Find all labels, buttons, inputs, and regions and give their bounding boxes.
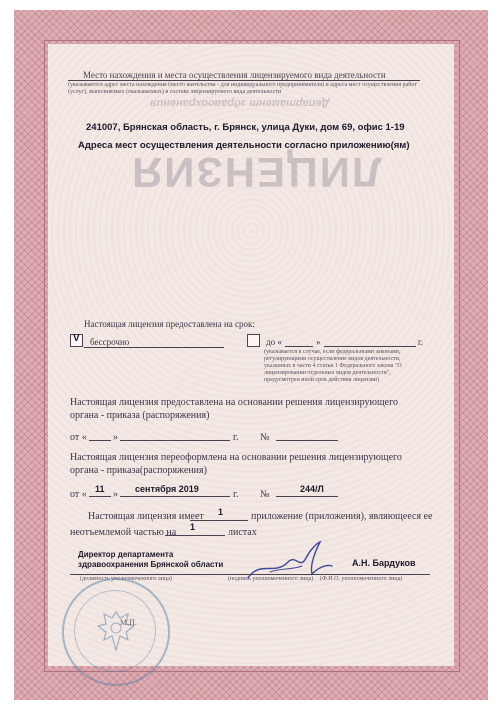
appendix-count-2: 1 [190,522,196,532]
basis-from: от « [70,432,87,443]
caption-name: (Ф.И.О. уполномоченного лица) [320,576,403,582]
unlimited-label: бессрочно [90,337,130,347]
reissue-day-line [89,496,111,497]
basis-year: г. [233,432,239,443]
background-text-department: Департамент здравоохранения [150,97,330,109]
basis-close: » [113,432,118,443]
double-eagle-icon [94,606,138,656]
reissue-text-2: органа - приказа(распоряжения) [70,465,207,476]
appendix-text-3: неотъемлемой частью на [70,527,177,538]
appendix-count-2-line [165,535,225,536]
reissue-number-line [276,496,338,497]
basis-date-line [120,440,230,441]
until-checkbox [247,334,260,347]
background-text-license: ЛИЦЕНЗИЯ [130,149,382,196]
reissue-day: 11 [95,484,105,494]
appendix-count-1: 1 [218,507,224,517]
header-note: (указываются адрес места нахождения (место жительства - для индивидуального предпринимателя) и адреса мест осуществления работ (услуг), выполняемых (оказываемых) в составе лицензируемого вида деятельности [68,82,417,95]
handwritten-signature [240,540,340,585]
stamp-place-label: М.П. [120,618,137,627]
until-suffix: г. [418,337,423,347]
address-line-2: Адреса мест осуществления деятельности согласно приложению(ям) [78,140,410,151]
basis-text-1: Настоящая лицензия предоставлена на основании решения лицензирующего [70,397,398,408]
signer-name: А.Н. Бардуков [352,558,416,568]
unlimited-underline [84,347,224,348]
basis-number-label: № [260,432,270,443]
check-mark: V [73,333,80,344]
appendix-text-2: приложение (приложения), являющееся ее [251,511,433,522]
basis-text-2: органа - приказа (распоряжения) [70,410,210,421]
reissue-text-1: Настоящая лицензия переоформлена на основании решения лицензирующего [70,452,402,463]
address-line-1: 241007, Брянская область, г. Брянск, улица Дуки, дом 69, офис 1-19 [86,122,405,133]
reissue-year: г. [233,489,239,500]
reissue-close: » [113,489,118,500]
caption-signature: (подпись уполномоченного лица) [228,576,314,582]
until-day-line [285,346,313,347]
appendix-text-1: Настоящая лицензия имеет [88,511,204,522]
term-note: (указывается в случае, если федеральными законами, регулирующими осуществление видов деятельности, указанных в части 4 статьи 1 Федерального закона "О лицензировании отдельных видов деятельности", предусмотрен иной срок действия лицензии) [264,349,402,383]
appendix-count-1-line [190,520,248,521]
until-date-line [324,346,416,347]
basis-day-line [89,440,111,441]
official-seal [62,578,170,686]
caption-position: (должность уполномоченного лица) [80,576,172,582]
reissue-date-line [120,496,230,497]
header-title: Место нахождения и места осуществления лицензируемого вида деятельности [83,70,386,80]
until-mid: » [316,337,321,347]
until-prefix: до « [266,337,282,347]
basis-number-line [276,440,338,441]
reissue-number-value: 244/Л [300,484,324,494]
reissue-from: от « [70,489,87,500]
reissue-number-label: № [260,489,270,500]
term-label: Настоящая лицензия предоставлена на срок: [84,319,255,329]
reissue-month-year: сентября 2019 [135,484,199,494]
header-underline [68,80,420,81]
signer-position-2: здравоохранения Брянской области [78,560,224,569]
signer-position-1: Директор департамента [78,550,174,559]
appendix-text-4: листах [228,527,257,538]
